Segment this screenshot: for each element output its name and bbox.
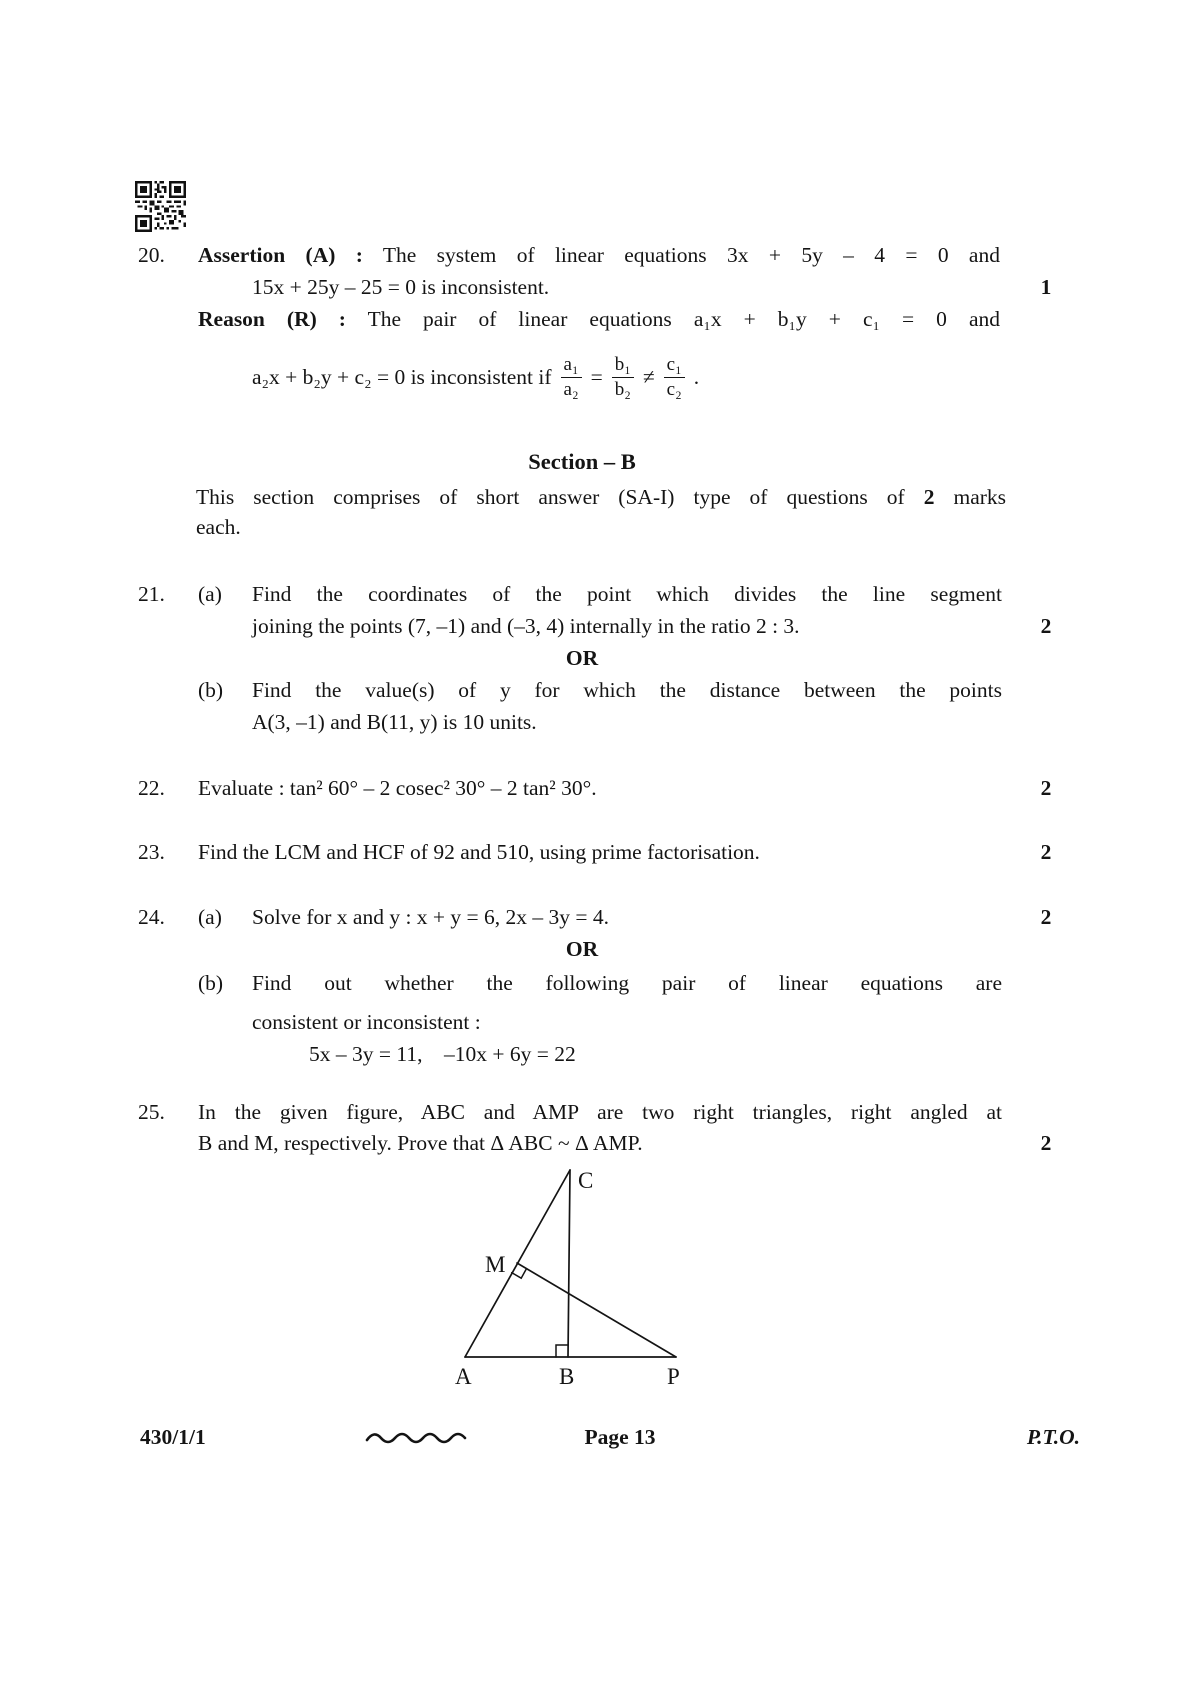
reason-text: The pair of linear equations a₁x + b₁y + c₁ = 0 and — [367, 307, 1000, 331]
section-b-heading: Section – B — [528, 449, 636, 474]
qr-code — [135, 180, 186, 233]
fraction-c1-c2: $\frac{\text{c₁}}{\text{c₂}}$ — [664, 354, 685, 400]
question-21a-label: (a) — [198, 582, 222, 606]
side-cb — [568, 1170, 570, 1357]
not-equals-sign: ≠ — [642, 364, 655, 389]
question-25-line2: B and M, respectively. Prove that Δ ABC ~ Δ AMP. — [198, 1131, 643, 1155]
question-21a-line2: joining the points (7, –1) and (–3, 4) internally in the ratio 2 : 3. — [252, 614, 800, 638]
section-b-description — [196, 482, 1006, 512]
paper-code: 430/1/1 — [140, 1425, 206, 1449]
fraction-b1-b2: $\frac{\text{b₁}}{\text{b₂}}$ — [612, 354, 634, 400]
squiggle-divider — [364, 1427, 470, 1447]
right-angle-marker-b — [556, 1345, 568, 1357]
reason-label: Reason (R) : — [198, 307, 346, 331]
section-b-marks-count: 2 — [923, 485, 935, 509]
question-24a-text: Solve for x and y : x + y = 6, 2x – 3y = 4. — [252, 905, 610, 929]
question-23-number: 23. — [138, 840, 165, 864]
pto-label: P.T.O. — [1026, 1425, 1080, 1449]
section-b-description-line2: each. — [196, 515, 241, 539]
question-22-number: 22. — [138, 776, 165, 800]
question-23-marks: 2 — [1040, 840, 1052, 864]
question-20-condition-equation — [252, 348, 699, 406]
fraction-a1-a2: $\frac{\text{a₁}}{\text{a₂}}$ — [561, 354, 582, 400]
question-24-number: 24. — [138, 905, 165, 929]
question-21b-line2: A(3, –1) and B(11, y) is 10 units. — [252, 710, 537, 734]
figure-label-p: P — [667, 1364, 680, 1389]
question-22-text: Evaluate : tan² 60° – 2 cosec² 30° – 2 tan² 30°. — [198, 776, 597, 800]
figure-label-b: B — [559, 1364, 575, 1389]
question-20-assertion-line2: 15x + 25y – 25 = 0 is inconsistent. — [252, 275, 550, 299]
question-24-or-label: OR — [565, 937, 599, 961]
question-21a-line1: Find the coordinates of the point which divides the line segment — [252, 582, 1002, 606]
period: . — [693, 364, 700, 389]
question-23-text: Find the LCM and HCF of 92 and 510, using prime factorisation. — [198, 840, 760, 864]
question-25-number: 25. — [138, 1100, 165, 1124]
question-21b-line1: Find the value(s) of y for which the distance between the points — [252, 678, 1002, 702]
question-21b-label: (b) — [198, 678, 224, 702]
question-21-marks: 2 — [1040, 614, 1052, 638]
figure-label-a: A — [455, 1364, 472, 1389]
question-21-or-label: OR — [565, 646, 599, 670]
question-21-number: 21. — [138, 582, 165, 606]
question-24b-label: (b) — [198, 971, 224, 995]
section-b-description-suffix: marks — [953, 485, 1007, 509]
assertion-text: The system of linear equations 3x + 5y – 4 = 0 and — [382, 243, 1000, 267]
question-22-marks: 2 — [1040, 776, 1052, 800]
page-number: Page 13 — [584, 1425, 656, 1449]
question-25-line1: In the given figure, ABC and AMP are two right triangles, right angled at — [198, 1100, 1002, 1124]
figure-label-m: M — [485, 1252, 506, 1277]
question-20-number: 20. — [138, 243, 165, 267]
question-24a-label: (a) — [198, 905, 222, 929]
question-25-marks: 2 — [1040, 1131, 1052, 1155]
assertion-label: Assertion (A) : — [198, 243, 363, 267]
question-20-marks: 1 — [1040, 275, 1052, 299]
figure-label-c: C — [578, 1168, 594, 1193]
question-24b-equations: 5x – 3y = 11, –10x + 6y = 22 — [309, 1042, 576, 1066]
question-24b-line2: consistent or inconsistent : — [252, 1010, 481, 1034]
question-24b-line1: Find out whether the following pair of linear equations are — [252, 971, 1002, 995]
question-25-figure — [440, 1150, 700, 1395]
condition-text: a₂x + b₂y + c₂ = 0 is inconsistent if — [252, 364, 552, 389]
section-b-description-prefix: This section comprises of short answer (SA-I) type of questions of — [196, 485, 905, 509]
equals-sign: = — [590, 364, 603, 389]
question-24-marks: 2 — [1040, 905, 1052, 929]
question-20-assertion-line — [198, 240, 1000, 270]
question-20-reason-line — [198, 304, 1000, 334]
side-mp — [517, 1263, 676, 1357]
